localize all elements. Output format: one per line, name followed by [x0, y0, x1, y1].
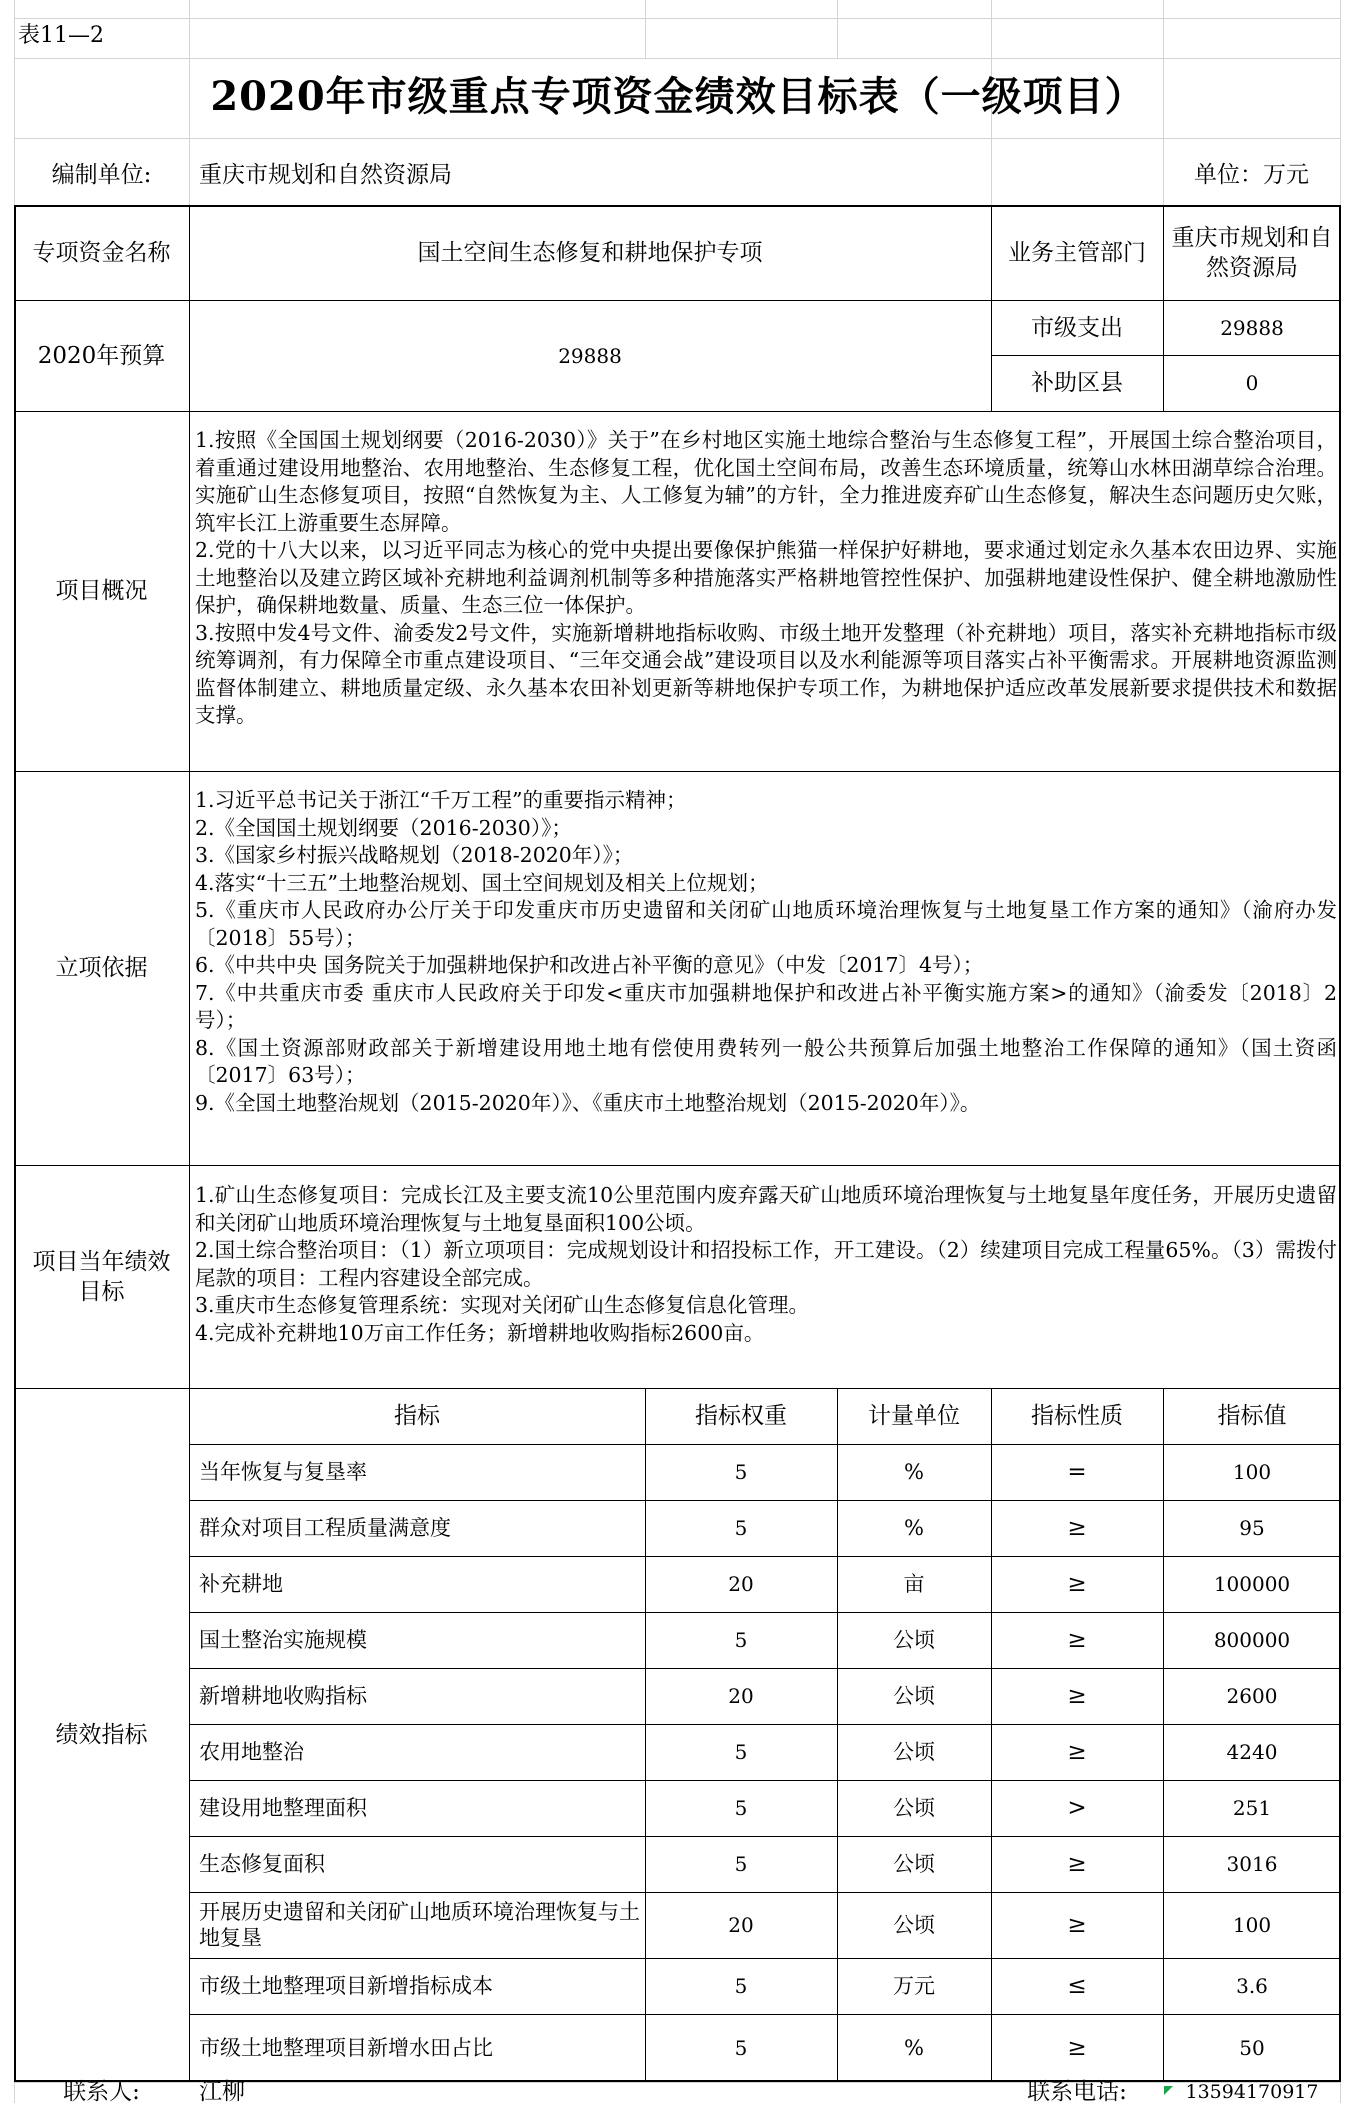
indicator-name: 当年恢复与复垦率 — [199, 1460, 367, 1484]
basis-item: 7.《中共重庆市委 重庆市人民政府关于印发<重庆市加强耕地保护和改进占补平衡实施方案>的通知》（渝委发〔2018〕2号）； — [195, 980, 1337, 1032]
indicators-label: 绩效指标 — [55, 1722, 148, 1748]
currency-unit: 单位：万元 — [1194, 162, 1309, 188]
basis-item: 2.《全国国土规划纲要（2016-2030）》； — [195, 815, 572, 840]
phone-value: 13594170917 — [1185, 2081, 1319, 2103]
indicator-unit: % — [904, 2036, 924, 2060]
indicator-nature: ≥ — [1067, 1515, 1087, 1541]
basis-item: 1.习近平总书记关于浙江“千万工程”的重要指示精神； — [195, 788, 687, 812]
indicator-unit: 公顷 — [893, 1852, 935, 1876]
indicator-name: 新增耕地收购指标 — [199, 1684, 367, 1708]
indicator-name: 国土整治实施规模 — [199, 1628, 367, 1652]
gridline — [645, 0, 646, 58]
indicator-unit: 公顷 — [893, 1740, 935, 1764]
subsidy-label: 补助区县 — [1031, 370, 1123, 396]
goal-item: 2.国土综合整治项目：（1）新立项项目：完成规划设计和招投标工作，开工建设。（2）续建项目完成工程量65%。（3）需拨付尾款的项目：工程内容建设全部完成。 — [195, 1238, 1337, 1290]
goals-label: 项目当年绩效目标 — [32, 1248, 171, 1305]
dept-value: 重庆市规划和自然资源局 — [1171, 224, 1333, 281]
row-line — [14, 411, 1341, 412]
indicator-unit: 亩 — [903, 1572, 925, 1596]
budget-label: 2020年预算 — [37, 342, 166, 369]
budget-total: 29888 — [558, 343, 622, 368]
row-line — [14, 1165, 1341, 1166]
goal-item: 4.完成补充耕地10万亩工作任务；新增耕地收购指标2600亩。 — [195, 1320, 765, 1345]
indicator-nature: > — [1067, 1795, 1087, 1821]
indicator-name: 开展历史遗留和关闭矿山地质环境治理恢复与土地复垦 — [199, 1900, 640, 1950]
basis-label: 立项依据 — [55, 955, 148, 981]
indicator-nature: ≥ — [1067, 2035, 1087, 2061]
indicator-value: 100 — [1232, 1913, 1272, 1937]
indicator-nature: ≥ — [1067, 1683, 1087, 1709]
indicator-weight: 5 — [734, 1740, 748, 1764]
compiler-value: 重庆市规划和自然资源局 — [199, 162, 452, 188]
contact-value: 江柳 — [199, 2079, 245, 2105]
indicator-unit: 公顷 — [893, 1628, 935, 1652]
indicator-nature: = — [1067, 1459, 1087, 1485]
dept-label: 业务主管部门 — [1008, 239, 1146, 266]
indicator-unit: 公顷 — [893, 1913, 935, 1937]
indicator-value: 50 — [1239, 2036, 1265, 2060]
indicator-weight: 5 — [734, 1516, 748, 1540]
indicator-name: 市级土地整理项目新增指标成本 — [199, 1974, 493, 1998]
indicator-value: 800000 — [1213, 1628, 1291, 1652]
indicator-weight: 20 — [728, 1572, 754, 1596]
indicator-name: 补充耕地 — [199, 1572, 283, 1596]
col-header-indicator: 指标 — [394, 1403, 440, 1429]
indicator-weight: 5 — [734, 1628, 748, 1652]
col-header-nature: 指标性质 — [1031, 1403, 1123, 1429]
basis-item: 8.《国土资源部财政部关于新增建设用地土地有偿使用费转列一般公共预算后加强土地整治工作保障的通知》（国土资函〔2017〕63号）； — [195, 1035, 1337, 1087]
indicator-name: 群众对项目工程质量满意度 — [199, 1516, 451, 1540]
basis-item: 6.《中共中央 国务院关于加强耕地保护和改进占补平衡的意见》（中发〔2017〕4号）； — [195, 953, 984, 977]
col-header-weight: 指标权重 — [695, 1403, 787, 1429]
indicator-unit: % — [904, 1516, 924, 1540]
indicator-name: 建设用地整理面积 — [199, 1796, 367, 1820]
indicator-weight: 20 — [728, 1684, 754, 1708]
indicator-unit: 公顷 — [893, 1796, 935, 1820]
indicator-value: 3016 — [1226, 1852, 1278, 1876]
indicator-nature: ≥ — [1067, 1739, 1087, 1765]
col-header-unit: 计量单位 — [868, 1403, 960, 1429]
subsidy-value: 0 — [1245, 371, 1259, 395]
basis-text — [189, 787, 1341, 1117]
indicator-nature: ≥ — [1067, 1627, 1087, 1653]
overview-paragraph: 1.按照《全国国土规划纲要（2016-2030）》关于”在乡村地区实施土地综合整治与生态修复工程”，开展国土综合整治项目，着重通过建设用地整治、农用地整治、生态修复工程，优化国土空间布局，改善生态环境质量，统筹山水林田湖草综合治理。实施矿山生态修复项目，按照“自然恢复为主、人工修复为辅”的方针，全力推进废弃矿山生态修复，解决生态问题历史欠账，筑牢长江上游重要生态屏障。 — [195, 428, 1337, 535]
goal-item: 1.矿山生态修复项目：完成长江及主要支流10公里范围内废弃露天矿山地质环境治理恢复与土地复垦年度任务，开展历史遗留和关闭矿山地质环境治理恢复与土地复垦面积100公顷。 — [195, 1183, 1337, 1235]
phone-label: 联系电话: — [1027, 2079, 1127, 2105]
indicator-weight: 5 — [734, 1852, 748, 1876]
gridline — [14, 138, 1340, 139]
goal-item: 3.重庆市生态修复管理系统：实现对关闭矿山生态修复信息化管理。 — [195, 1293, 810, 1317]
indicator-value: 251 — [1232, 1796, 1272, 1820]
indicator-value: 2600 — [1226, 1684, 1278, 1708]
basis-item: 3.《国家乡村振兴战略规划（2018-2020年）》； — [195, 843, 634, 867]
indicator-name: 农用地整治 — [199, 1740, 304, 1764]
indicator-name: 市级土地整理项目新增水田占比 — [199, 2036, 493, 2060]
table-number: 表11—2 — [18, 23, 104, 48]
basis-item: 5.《重庆市人民政府办公厅关于印发重庆市历史遗留和关闭矿山地质环境治理恢复与土地复垦工作方案的通知》（渝府办发〔2018〕55号）； — [195, 898, 1337, 950]
overview-text — [189, 427, 1341, 730]
compiler-label: 编制单位: — [51, 162, 152, 188]
contact-label: 联系人: — [63, 2079, 140, 2105]
indicator-name: 生态修复面积 — [199, 1852, 325, 1876]
comment-marker-icon — [1164, 2086, 1173, 2095]
indicator-value: 3.6 — [1236, 1974, 1268, 1998]
indicator-weight: 5 — [734, 1460, 748, 1484]
indicator-weight: 5 — [734, 2036, 748, 2060]
fund-name-value: 国土空间生态修复和耕地保护专项 — [417, 239, 763, 266]
indicator-value: 100 — [1232, 1460, 1272, 1484]
indicator-unit: % — [904, 1460, 924, 1484]
indicator-weight: 5 — [734, 1974, 748, 1998]
city-expense-value: 29888 — [1220, 315, 1284, 340]
indicator-value: 95 — [1239, 1516, 1265, 1540]
indicator-value: 100000 — [1213, 1572, 1291, 1596]
basis-item: 4.落实“十三五”土地整治规划、国土空间规划及相关上位规划； — [195, 870, 769, 895]
indicator-unit: 万元 — [893, 1974, 935, 1998]
indicator-nature: ≥ — [1067, 1851, 1087, 1877]
overview-paragraph: 3.按照中发4号文件、渝委发2号文件，实施新增耕地指标收购、市级土地开发整理（补充耕地）项目，落实补充耕地指标市级统筹调剂，有力保障全市重点建设项目、“三年交通会战”建设项目以及水利能源等项目落实占补平衡需求。开展耕地资源监测监督体制建立、耕地质量定级、永久基本农田补划更新等耕地保护专项工作，为耕地保护适应改革发展新要求提供技术和数据支撑。 — [195, 620, 1337, 727]
page-title: 2020年市级重点专项资金绩效目标表（一级项目） — [210, 72, 1146, 120]
indicator-weight: 20 — [728, 1913, 754, 1937]
fund-name-label: 专项资金名称 — [32, 239, 171, 266]
indicator-nature: ≥ — [1067, 1571, 1087, 1597]
indicator-value: 4240 — [1226, 1740, 1278, 1764]
indicator-nature: ≥ — [1067, 1912, 1087, 1938]
city-expense-label: 市级支出 — [1031, 314, 1123, 341]
overview-label: 项目概况 — [55, 578, 148, 604]
overview-paragraph: 2.党的十八大以来，以习近平同志为核心的党中央提出要像保护熊猫一样保护好耕地，要求通过划定永久基本农田边界、实施土地整治以及建立跨区域补充耕地利益调剂机制等多种措施落实严格耕地管控性保护、加强耕地建设性保护、健全耕地激励性保护，确保耕地数量、质量、生态三位一体保护。 — [195, 538, 1337, 617]
col-header-value: 指标值 — [1217, 1403, 1287, 1429]
basis-item: 9.《全国土地整治规划（2015-2020年）》、《重庆市土地整治规划（2015-2020年）》。 — [195, 1090, 981, 1115]
indicator-weight: 5 — [734, 1796, 748, 1820]
gridline — [837, 0, 838, 58]
indicator-unit: 公顷 — [893, 1684, 935, 1708]
row-line — [14, 771, 1341, 772]
goals-text — [189, 1182, 1341, 1347]
indicator-nature: ≤ — [1067, 1973, 1087, 1999]
